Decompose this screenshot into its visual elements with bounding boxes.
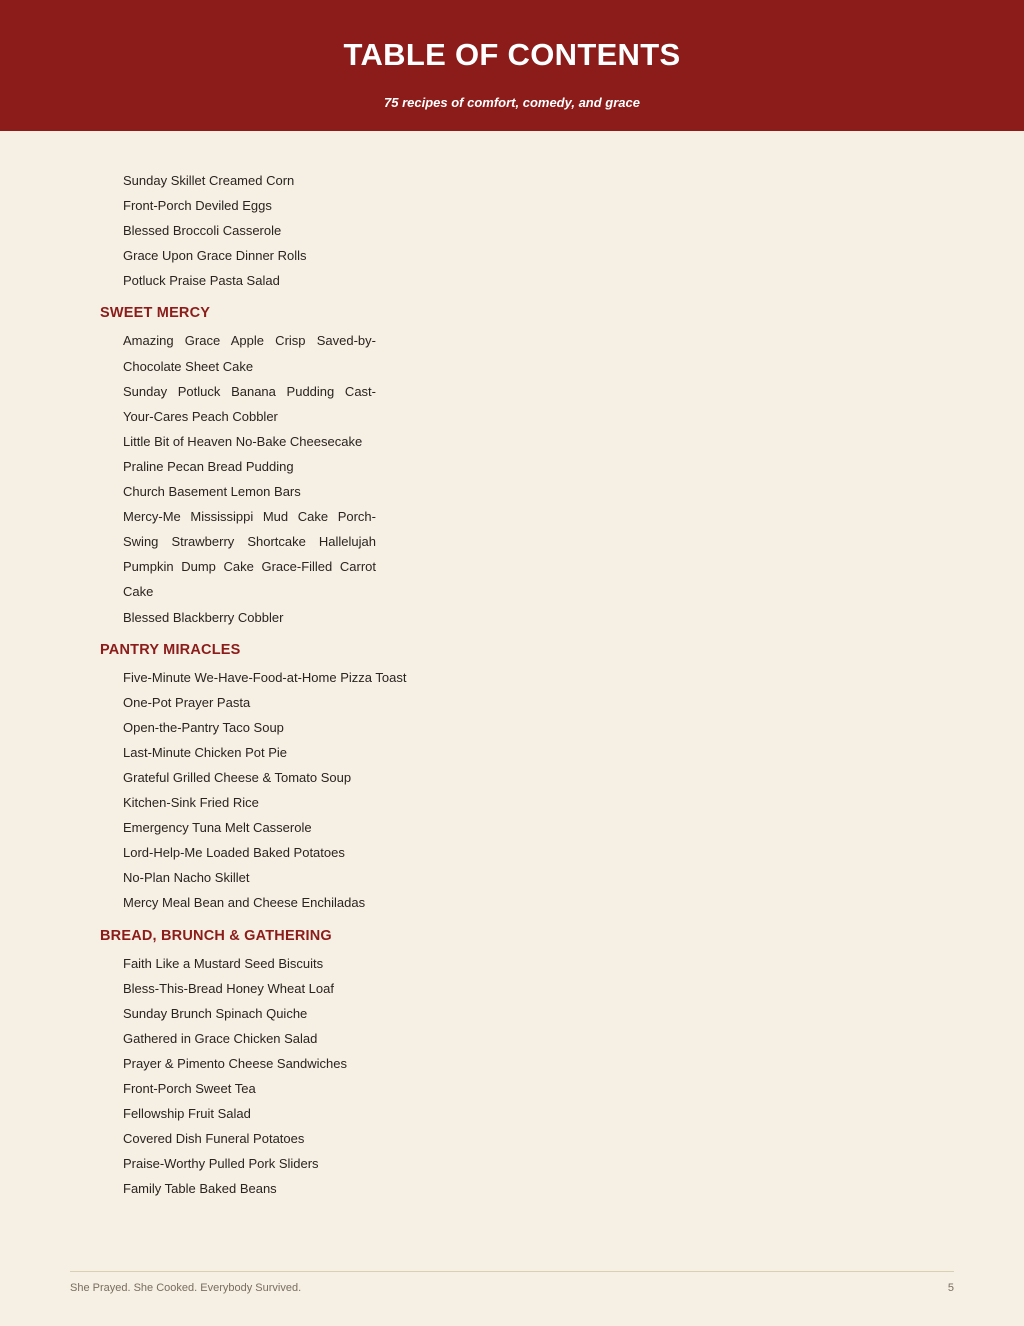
- toc-section: [100, 168, 420, 293]
- recipe-item: Five-Minute We-Have-Food-at-Home Pizza Toast: [123, 669, 407, 685]
- recipe-item: Mercy-Me Mississippi Mud Cake Porch-Swing Strawberry Shortcake Hallelujah Pumpkin Dump Cake Grace-Filled Carrot Cake: [123, 509, 376, 600]
- toc-section: [100, 636, 420, 916]
- page-title: TABLE OF CONTENTS: [343, 37, 681, 72]
- recipe-item: Amazing Grace Apple Crisp Saved-by-Chocolate Sheet Cake: [123, 333, 376, 374]
- recipe-item: Prayer & Pimento Cheese Sandwiches: [123, 1055, 348, 1071]
- recipe-item: Last-Minute Chicken Pot Pie: [123, 744, 288, 760]
- recipe-item: Open-the-Pantry Taco Soup: [123, 719, 284, 735]
- recipe-item: Front-Porch Deviled Eggs: [123, 198, 272, 214]
- section-title-pantry-miracles: PANTRY MIRACLES: [100, 641, 241, 658]
- page-number: 5: [947, 1282, 954, 1294]
- recipe-item: Lord-Help-Me Loaded Baked Potatoes: [123, 845, 345, 861]
- toc-section: [100, 922, 420, 1202]
- page-header: [0, 0, 1024, 131]
- recipe-item: Fellowship Fruit Salad: [123, 1106, 251, 1122]
- page-footer: [70, 1271, 954, 1302]
- section-title-bread-brunch-gathering: BREAD, BRUNCH & GATHERING: [100, 927, 332, 944]
- footer-tagline: She Prayed. She Cooked. Everybody Survived.: [70, 1282, 302, 1294]
- recipe-list: [100, 168, 443, 293]
- recipe-item: One-Pot Prayer Pasta: [123, 694, 251, 710]
- recipe-item: Family Table Baked Beans: [123, 1181, 277, 1197]
- recipe-item: Church Basement Lemon Bars: [123, 484, 301, 500]
- recipe-item: Sunday Skillet Creamed Corn: [123, 173, 295, 188]
- recipe-list: [100, 665, 443, 916]
- recipe-item: Bless-This-Bread Honey Wheat Loaf: [123, 980, 334, 996]
- recipe-item: Gathered in Grace Chicken Salad: [123, 1030, 318, 1046]
- recipe-item: Blessed Broccoli Casserole: [123, 223, 282, 239]
- recipe-item: Emergency Tuna Melt Casserole: [123, 820, 312, 836]
- recipe-item: Mercy Meal Bean and Cheese Enchiladas: [123, 895, 366, 911]
- toc-section: [100, 299, 420, 629]
- recipe-item: Praise-Worthy Pulled Pork Sliders: [123, 1156, 319, 1172]
- recipe-item: Blessed Blackberry Cobbler: [123, 609, 284, 625]
- recipe-item: Sunday Potluck Banana Pudding Cast-Your-Cares Peach Cobbler: [123, 383, 376, 424]
- recipe-item: Potluck Praise Pasta Salad: [123, 273, 280, 289]
- recipe-item: Grateful Grilled Cheese & Tomato Soup: [123, 769, 352, 785]
- recipe-item: Grace Upon Grace Dinner Rolls: [123, 248, 307, 264]
- toc-content: [100, 168, 420, 1201]
- recipe-item: Covered Dish Funeral Potatoes: [123, 1131, 305, 1147]
- recipe-item: Praline Pecan Bread Pudding: [123, 458, 294, 474]
- recipe-item: Kitchen-Sink Fried Rice: [123, 795, 259, 811]
- page-subtitle: 75 recipes of comfort, comedy, and grace: [384, 95, 640, 110]
- recipe-item: Front-Porch Sweet Tea: [123, 1081, 256, 1096]
- recipe-item: Faith Like a Mustard Seed Biscuits: [123, 955, 324, 971]
- recipe-list: [100, 951, 443, 1202]
- recipe-list: [100, 328, 376, 629]
- recipe-item: Little Bit of Heaven No-Bake Cheesecake: [123, 433, 363, 449]
- recipe-item: Sunday Brunch Spinach Quiche: [123, 1005, 308, 1021]
- section-title-sweet-mercy: SWEET MERCY: [100, 305, 211, 322]
- recipe-item: No-Plan Nacho Skillet: [123, 870, 250, 886]
